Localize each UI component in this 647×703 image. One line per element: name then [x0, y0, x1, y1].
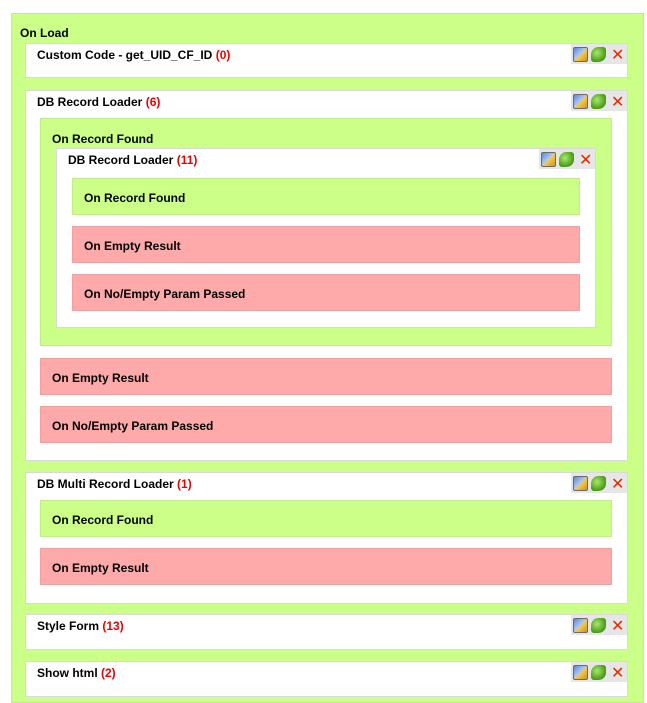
- event-on-empty-result[interactable]: [40, 548, 612, 585]
- config-icon[interactable]: [541, 152, 556, 167]
- action-toolbar: [571, 44, 627, 64]
- config-icon[interactable]: [573, 476, 588, 491]
- action-style-form[interactable]: [25, 614, 628, 650]
- action-custom-code[interactable]: [25, 43, 628, 78]
- event-on-empty-result[interactable]: [40, 358, 612, 395]
- event-on-no-empty-param[interactable]: [40, 406, 612, 443]
- config-icon[interactable]: [573, 47, 588, 62]
- on-load-label: On Load: [20, 26, 69, 40]
- event-label: On Empty Result: [84, 239, 181, 253]
- config-icon[interactable]: [573, 94, 588, 109]
- event-on-no-empty-param[interactable]: [72, 274, 580, 311]
- action-count: (13): [102, 619, 124, 633]
- action-title: Show html (2): [37, 666, 116, 680]
- event-label: On Record Found: [52, 513, 154, 527]
- copy-icon[interactable]: [559, 152, 574, 167]
- action-title: DB Record Loader (11): [68, 153, 198, 167]
- event-label: On Record Found: [84, 191, 186, 205]
- delete-icon[interactable]: ✕: [610, 44, 625, 64]
- event-label: On Empty Result: [52, 371, 149, 385]
- delete-icon[interactable]: ✕: [610, 91, 625, 111]
- copy-icon[interactable]: [591, 665, 606, 680]
- action-count: (0): [215, 48, 231, 62]
- action-count: (2): [101, 666, 116, 680]
- copy-icon[interactable]: [591, 476, 606, 491]
- event-on-record-found[interactable]: [40, 500, 612, 537]
- config-icon[interactable]: [573, 665, 588, 680]
- action-title: DB Multi Record Loader (1): [37, 477, 192, 491]
- event-label: On No/Empty Param Passed: [84, 287, 246, 301]
- copy-icon[interactable]: [591, 618, 606, 633]
- delete-icon[interactable]: ✕: [610, 662, 625, 682]
- action-show-html[interactable]: [25, 661, 628, 697]
- action-count: (6): [145, 95, 161, 109]
- delete-icon[interactable]: ✕: [610, 615, 625, 635]
- copy-icon[interactable]: [591, 94, 606, 109]
- action-title: Custom Code - get_UID_CF_ID (0): [37, 48, 231, 62]
- event-label: On Record Found: [52, 132, 154, 146]
- config-icon[interactable]: [573, 618, 588, 633]
- action-toolbar: [571, 473, 627, 493]
- copy-icon[interactable]: [591, 47, 606, 62]
- event-label: On No/Empty Param Passed: [52, 419, 214, 433]
- event-label: On Empty Result: [52, 561, 149, 575]
- event-on-record-found[interactable]: [72, 178, 580, 215]
- action-toolbar: [571, 615, 627, 635]
- delete-icon[interactable]: ✕: [610, 473, 625, 493]
- action-toolbar: [571, 91, 627, 111]
- action-count: (1): [177, 477, 192, 491]
- action-toolbar: [539, 149, 595, 169]
- action-toolbar: [571, 662, 627, 682]
- event-on-empty-result[interactable]: [72, 226, 580, 263]
- action-title: Style Form (13): [37, 619, 124, 633]
- delete-icon[interactable]: ✕: [578, 149, 593, 169]
- action-title: DB Record Loader (6): [37, 95, 161, 109]
- action-count: (11): [176, 153, 198, 167]
